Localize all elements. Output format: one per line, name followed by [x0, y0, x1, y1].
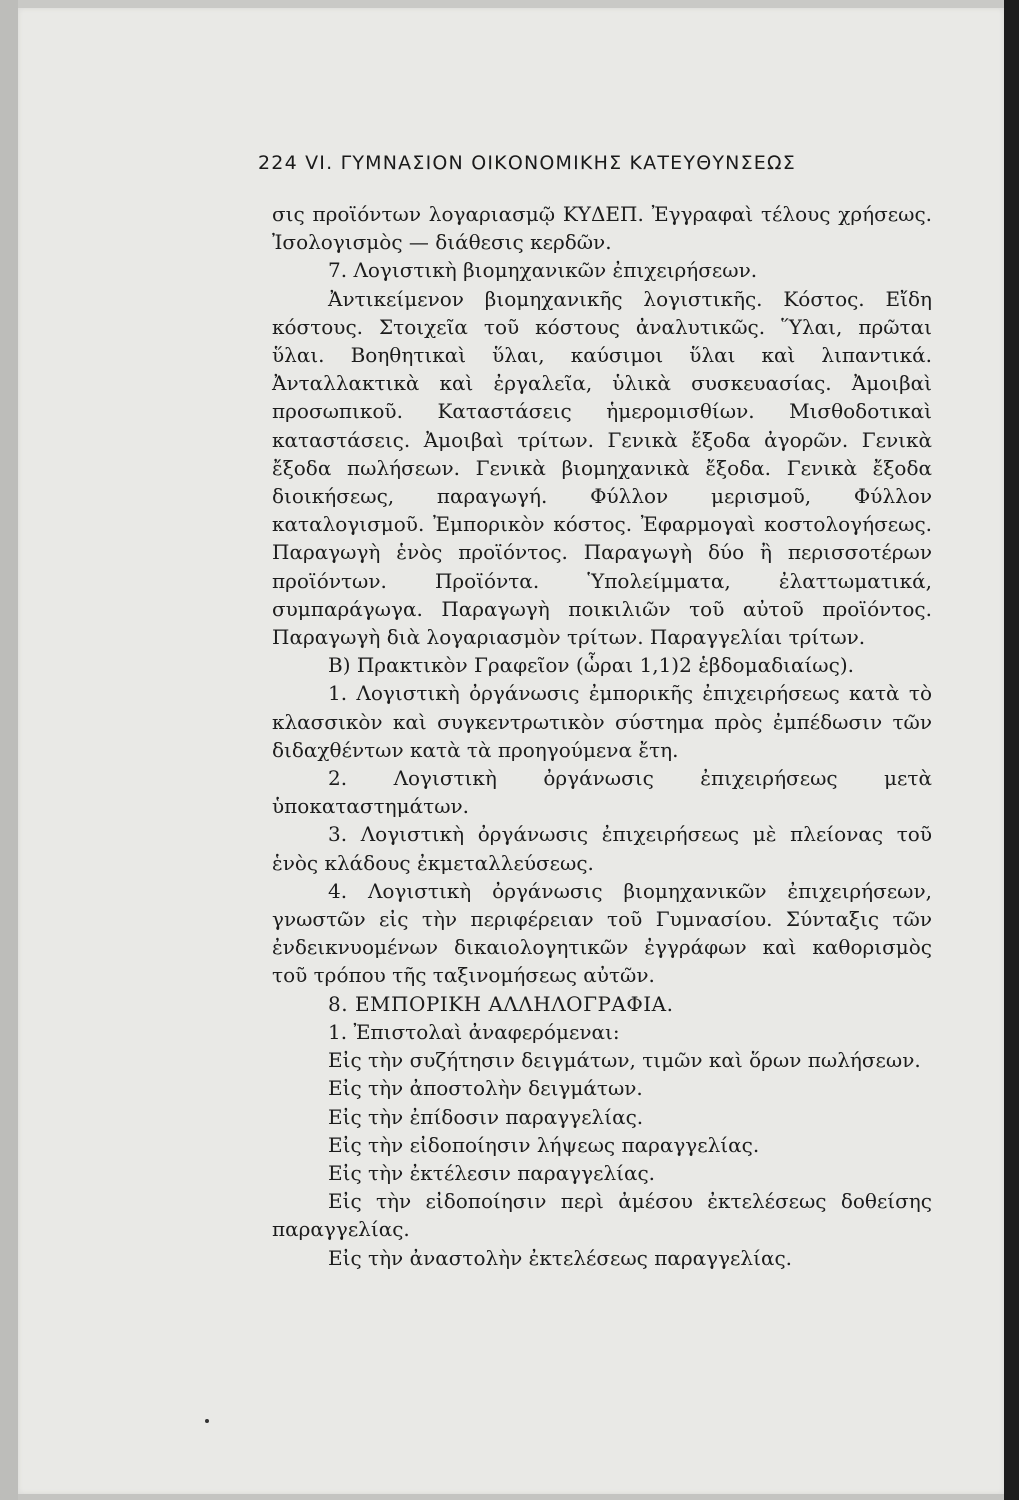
- section-7-heading: 7. Λογιστικὴ βιομηχανικῶν ἐπιχειρήσεων.: [328, 258, 758, 283]
- scan-left-edge: [0, 0, 18, 1500]
- letter-item: Εἰς τὴν ἐπίδοσιν παραγγελίας.: [328, 1104, 644, 1129]
- dust-speck: [205, 1419, 209, 1423]
- letter-item: Εἰς τὴν εἰδοποίησιν περὶ ἀμέσου ἐκτελέσεως δοθείσης παραγγελίας.: [272, 1189, 932, 1242]
- letter-item: Εἰς τὴν συζήτησιν δειγμάτων, τιμῶν καὶ ὅρων πωλήσεων.: [328, 1048, 921, 1073]
- letters-intro: 1. Ἐπιστολαὶ ἀναφερόμεναι:: [328, 1019, 620, 1044]
- letter-item: Εἰς τὴν εἰδοποίησιν λήψεως παραγγελίας.: [328, 1132, 760, 1157]
- page-body: [272, 200, 932, 1272]
- section-8-heading: 8. ΕΜΠΟΡΙΚΗ ΑΛΛΗΛΟΓΡΑΦΙΑ.: [328, 991, 674, 1016]
- letter-item: Εἰς τὴν ἀναστολὴν ἐκτελέσεως παραγγελίας.: [328, 1245, 793, 1270]
- paragraph-continuation: σις προϊόντων λογαριασμῷ ΚΥΔΕΠ. Ἐγγραφαὶ τέλους χρήσεως. Ἰσολογισμὸς — διάθεσις κερδῶν.: [272, 202, 932, 255]
- scan-right-edge: [1004, 0, 1019, 1500]
- list-item-3: 3. Λογιστικὴ ὀργάνωσις ἐπιχειρήσεως μὲ πλείονας τοῦ ἑνὸς κλάδους ἐκμεταλλεύσεως.: [272, 822, 932, 875]
- letter-item: Εἰς τὴν ἀποστολὴν δειγμάτων.: [328, 1076, 643, 1101]
- section-b-heading: Β) Πρακτικὸν Γραφεῖον (ὧραι 1,1)2 ἑβδομαδιαίως).: [328, 653, 854, 678]
- paragraph-industrial-accounting: Ἀντικείμενον βιομηχανικῆς λογιστικῆς. Κόστος. Εἴδη κόστους. Στοιχεῖα τοῦ κόστους ἀναλυτικῶς. Ὕλαι, πρῶται ὕλαι. Βοηθητικαὶ ὕλαι, καύσιμοι ὕλαι καὶ λιπαντικά. Ἀνταλλακτικὰ καὶ ἐργαλεῖα, ὑλικὰ συσκευασίας. Ἀμοιβαὶ προσωπικοῦ. Καταστάσεις ἡμερομισθίων. Μισθοδοτικαὶ καταστάσεις. Ἀμοιβαὶ τρίτων. Γενικὰ ἔξοδα ἀγορῶν. Γενικὰ ἔξοδα πωλήσεων. Γενικὰ βιομηχανικὰ ἔξοδα. Γενικὰ ἔξοδα διοικήσεως, παραγωγή. Φύλλον μερισμοῦ, Φύλλον καταλογισμοῦ. Ἐμπορικὸν κόστος. Ἐφαρμογαὶ κοστολογήσεως. Παραγωγὴ ἑνὸς προϊόντος. Παραγωγὴ δύο ἢ περισσοτέρων προϊόντων. Προϊόντα. Ὑπολείμματα, ἐλαττωματικά, συμπαράγωγα. Παραγωγὴ ποικιλιῶν τοῦ αὐτοῦ προϊόντος. Παραγωγὴ διὰ λογαριασμὸν τρίτων. Παραγγελίαι τρίτων.: [272, 286, 932, 650]
- list-item-1: 1. Λογιστικὴ ὀργάνωσις ἐμπορικῆς ἐπιχειρήσεως κατὰ τὸ κλασσικὸν καὶ συγκεντρωτικὸν σύστημα πρὸς ἐμπέδωσιν τῶν διδαχθέντων κατὰ τὰ προηγούμενα ἔτη.: [272, 681, 932, 762]
- letter-item: Εἰς τὴν ἐκτέλεσιν παραγγελίας.: [328, 1160, 656, 1185]
- running-head: 224 VI. ΓΥΜΝΑΣΙΟΝ ΟΙΚΟΝΟΜΙΚΗΣ ΚΑΤΕΥΘΥΝΣΕΩΣ: [258, 152, 796, 174]
- list-item-4: 4. Λογιστικὴ ὀργάνωσις βιομηχανικῶν ἐπιχειρήσεων, γνωστῶν εἰς τὴν περιφέρειαν τοῦ Γυμνασίου. Σύνταξις τῶν ἐνδεικνυομένων δικαιολογητικῶν ἐγγράφων καὶ καθορισμὸς τοῦ τρόπου τῆς ταξινομήσεως αὐτῶν.: [272, 878, 932, 988]
- list-item-2: 2. Λογιστικὴ ὀργάνωσις ἐπιχειρήσεως μετὰ ὑποκαταστημάτων.: [272, 766, 932, 819]
